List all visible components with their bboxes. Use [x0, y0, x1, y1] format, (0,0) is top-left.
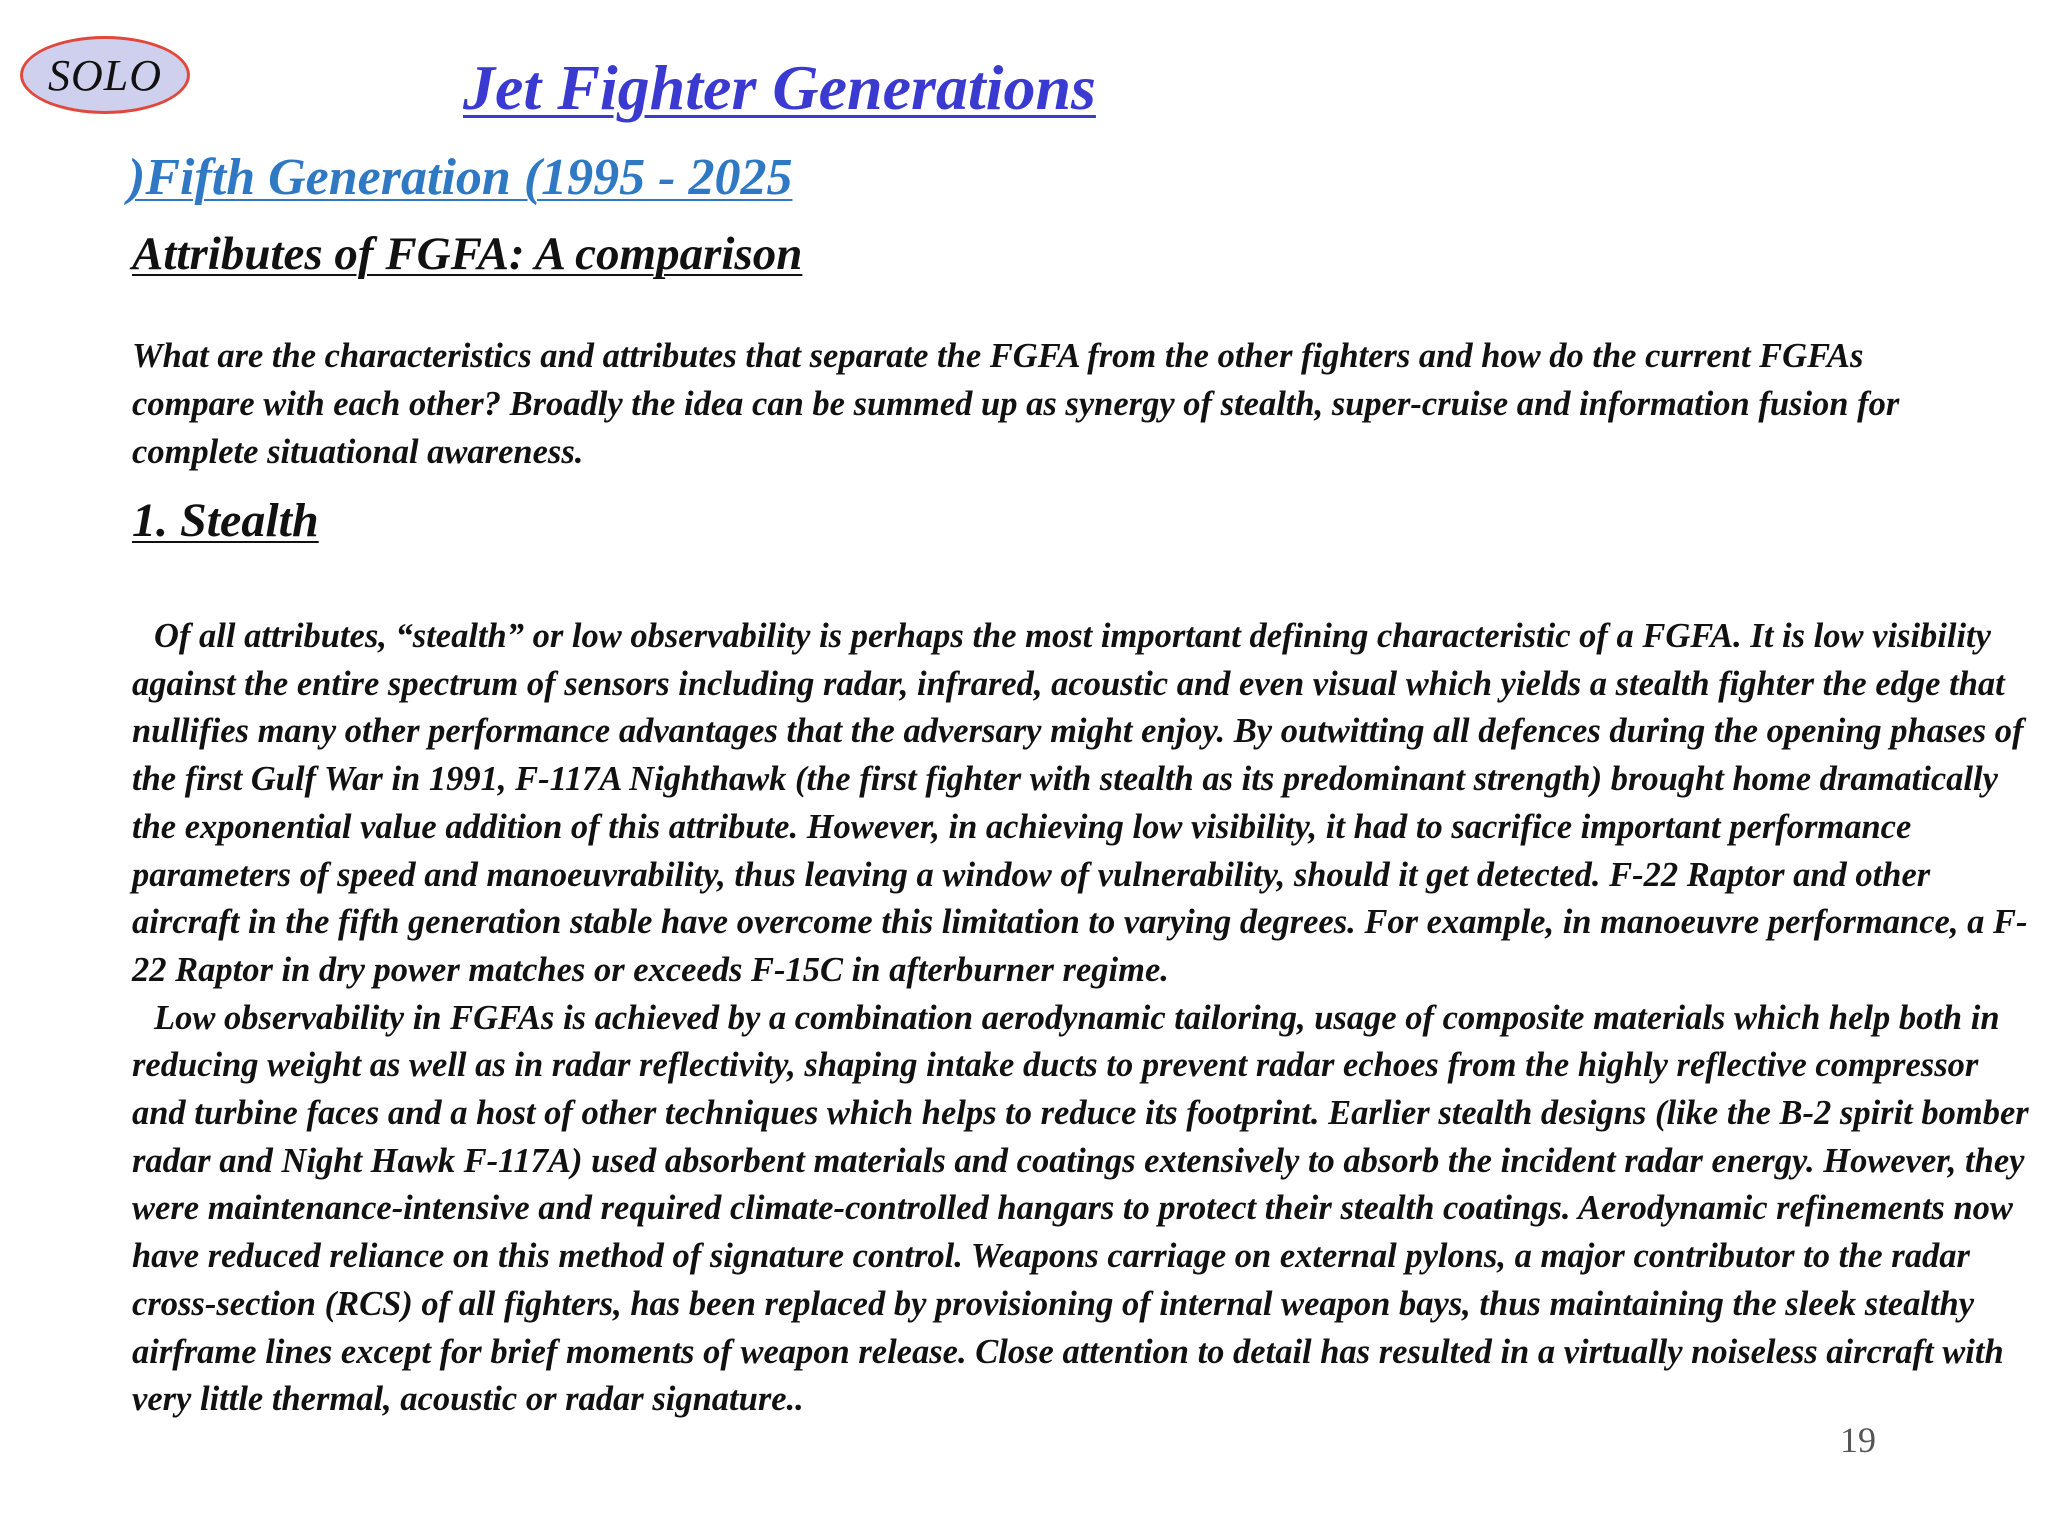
stealth-heading: 1. Stealth	[132, 494, 319, 547]
generation-subtitle: )Fifth Generation (1995 - 2025	[128, 149, 793, 206]
page-title: Jet Fighter Generations	[463, 52, 1096, 123]
section-heading: Attributes of FGFA: A comparison	[132, 228, 803, 280]
page-number: 19	[1840, 1420, 1876, 1460]
intro-paragraph: What are the characteristics and attributes that separate the FGFA from the other fighters and how do the current FGFAs compare with each other? Broadly the idea can be summed up as synergy of stealth, super-cruise and information fusion for complete situational awareness.	[132, 337, 1900, 471]
stealth-paragraph-2: Low observability in FGFAs is achieved by a combination aerodynamic tailoring, usage of composite materials which help both in reducing weight as well as in radar reflectivity, shaping intake ducts to prevent radar echoes from the highly reflective compressor and turbine faces and a host of other techniques which helps to reduce its footprint. Earlier stealth designs (like the B-2 spirit bomber radar and Night Hawk F-117A) used absorbent materials and coatings extensively to absorb the incident radar energy. However, they were maintenance-intensive and required climate-controlled hangars to protect their stealth coatings. Aerodynamic refinements now have reduced reliance on this method of signature control. Weapons carriage on external pylons, a major contributor to the radar cross-section (RCS) of all fighters, has been replaced by provisioning of internal weapon bays, thus maintaining the sleek stealthy airframe lines except for brief moments of weapon release. Close attention to detail has resulted in a virtually noiseless aircraft with very little thermal, acoustic or radar signature..	[132, 998, 2029, 1419]
solo-logo: SOLO	[20, 36, 190, 114]
stealth-paragraph-1: Of all attributes, “stealth” or low observability is perhaps the most important defining characteristic of a FGFA. It is low visibility against the entire spectrum of sensors including radar, infrared, acoustic and even visual which yields a stealth fighter the edge that nullifies many other performance advantages that the adversary might enjoy. By outwitting all defences during the opening phases of the first Gulf War in 1991, F-117A Nighthawk (the first fighter with stealth as its predominant strength) brought home dramatically the exponential value addition of this attribute. However, in achieving low visibility, it had to sacrifice important performance parameters of speed and manoeuvrability, thus leaving a window of vulnerability, should it get detected. F-22 Raptor and other aircraft in the fifth generation stable have overcome this limitation to varying degrees. For example, in manoeuvre performance, a F-22 Raptor in dry power matches or exceeds F-15C in afterburner regime.	[132, 617, 2028, 989]
stealth-body	[132, 613, 2032, 1424]
